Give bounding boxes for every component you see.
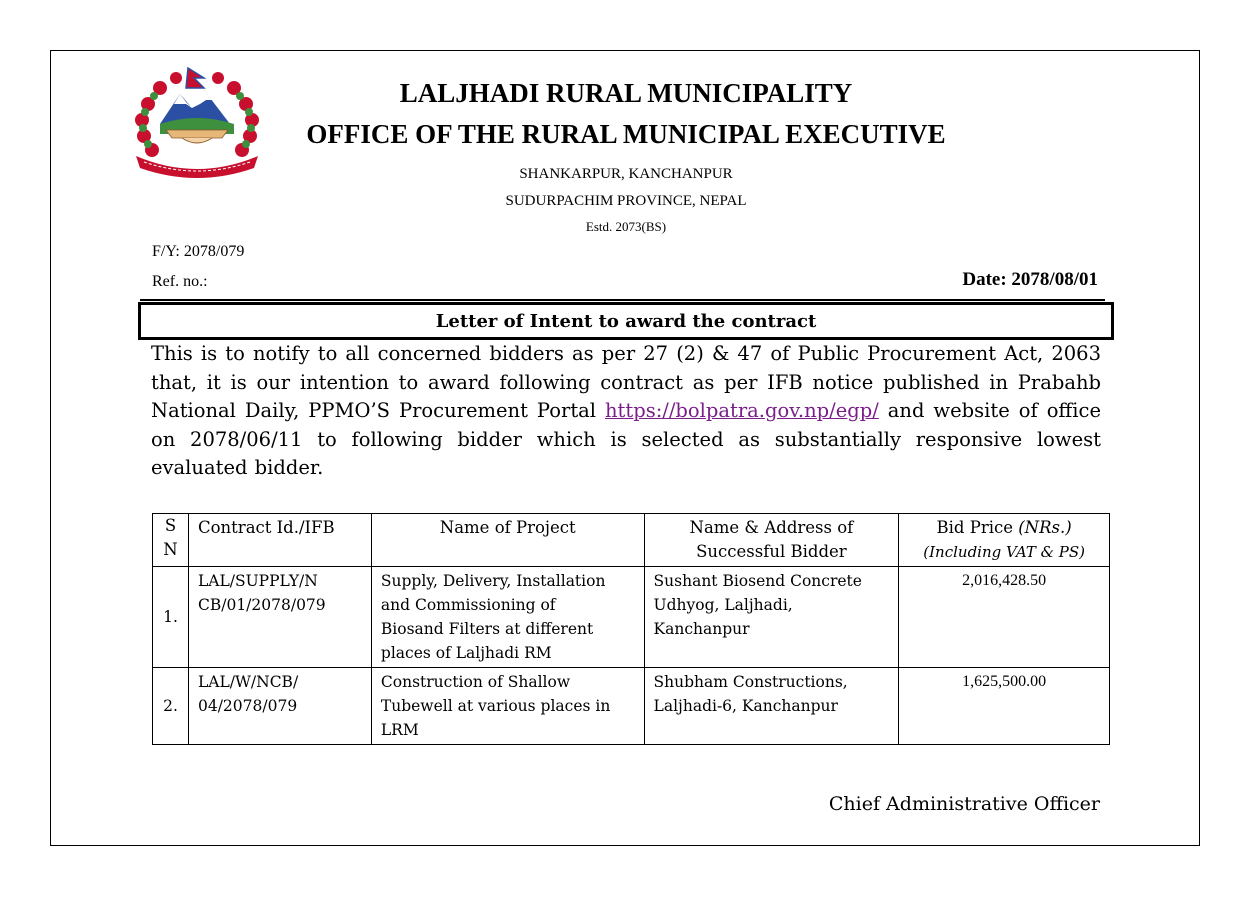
letter-body [151,340,1101,483]
award-table [152,513,1110,745]
address-line-2: SUDURPACHIM PROVINCE, NEPAL [505,193,747,209]
table-row [153,668,1110,745]
row-bidder: Shubham Constructions, Laljhadi-6, Kanchanpur [644,668,899,745]
fiscal-year: F/Y: 2078/079 [152,243,245,260]
header-bid-price: Bid Price (NRs.) (Including VAT & PS) [899,514,1110,567]
row-project: Supply, Delivery, Installation and Commissioning of Biosand Filters at different places of Laljhadi RM [371,567,644,668]
header-bidder: Name & Address of Successful Bidder [644,514,899,567]
established-year: Estd. 2073(BS) [585,219,667,234]
address-line-1: SHANKARPUR, KANCHANPUR [519,166,733,182]
row-sn: 2. [153,668,189,745]
header-divider [140,299,1105,301]
row-sn: 1. [153,567,189,668]
letter-date: Date: 2078/08/01 [962,269,1098,290]
portal-link[interactable]: https://bolpatra.gov.np/egp/ [605,399,879,423]
body-text-part-1: This is to notify to all concerned bidders as per 27 (2) & 47 of Public Procurement Act, 2063 that, it is our intention to award following contract as per IFB notice published in Prabahb National Daily, PPMO’S Procurement Portal [151,342,1101,423]
header-project: Name of Project [371,514,644,567]
row-project: Construction of Shallow Tubewell at various places in LRM [371,668,644,745]
nepal-emblem-icon [130,64,264,180]
row-bid-price: 1,625,500.00 [899,668,1110,745]
table-row [153,567,1110,668]
table-header-row [153,514,1110,567]
letter-subject: Letter of Intent to award the contract [138,302,1114,340]
row-contract-id: LAL/W/NCB/ 04/2078/079 [188,668,371,745]
signature-title: Chief Administrative Officer [828,793,1100,815]
header-sn: S N [153,514,189,567]
row-bidder: Sushant Biosend Concrete Udhyog, Laljhadi, Kanchanpur [644,567,899,668]
row-contract-id: LAL/SUPPLY/N CB/01/2078/079 [188,567,371,668]
row-bid-price: 2,016,428.50 [899,567,1110,668]
body-text-part-2: and website of office on 2078/06/11 to following bidder which is selected as substantially responsive lowest evaluated bidder. [151,399,1101,480]
organization-name: LALJHADI RURAL MUNICIPALITY [399,78,853,108]
reference-number: Ref. no.: [152,273,208,290]
office-name: OFFICE OF THE RURAL MUNICIPAL EXECUTIVE [306,119,946,149]
header-contract-id: Contract Id./IFB [188,514,371,567]
